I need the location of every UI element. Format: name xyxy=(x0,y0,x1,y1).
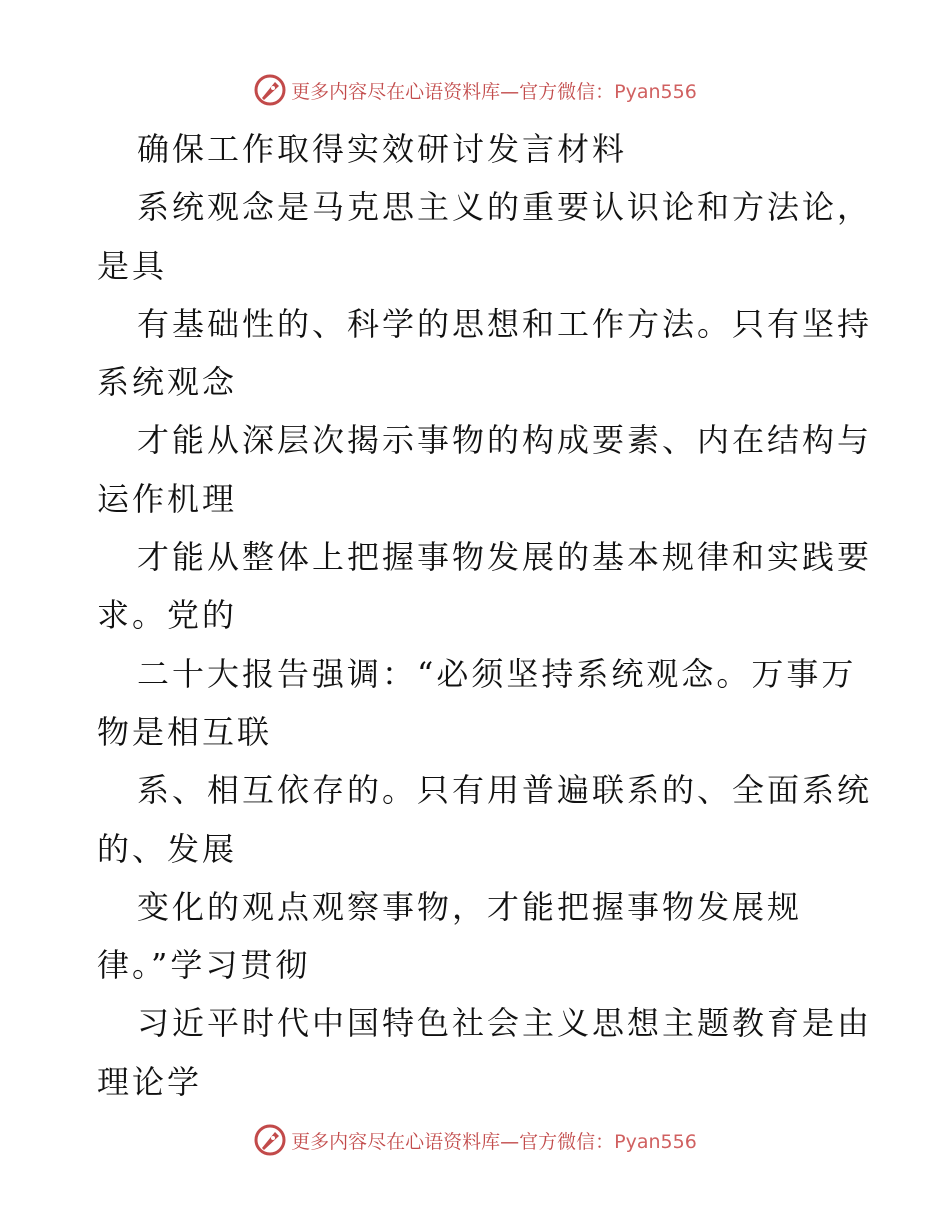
document-body xyxy=(97,120,873,1111)
text-line: 有基础性的、科学的思想和工作方法。只有坚持 xyxy=(137,304,873,343)
text-line: 系、相互依存的。只有用普遍联系的、全面系统 xyxy=(137,771,873,810)
text-line: 才能从整体上把握事物发展的基本规律和实践要 xyxy=(137,538,873,577)
text-line: 运作机理 xyxy=(97,479,238,518)
text-line: 二十大报告强调：“必须坚持系统观念。万事万 xyxy=(137,654,857,693)
watermark-wechat-id: Pyan556 xyxy=(614,1130,697,1153)
text-line: 理论学 xyxy=(97,1062,203,1101)
text-line: 变化的观点观察事物，才能把握事物发展规 xyxy=(137,887,803,926)
header-watermark xyxy=(0,70,950,110)
text-line: 的、发展 xyxy=(97,829,238,868)
watermark-text: 更多内容尽在心语资料库—官方微信：Pyan556 xyxy=(291,1130,697,1153)
text-line: 系统观念是马克思主义的重要认识论和方法论， xyxy=(137,188,873,227)
text-line: 习近平时代中国特色社会主义思想主题教育是由 xyxy=(137,1004,873,1043)
pen-nib-logo-icon xyxy=(253,73,287,107)
text-line: 律。”学习贯彻 xyxy=(97,946,311,985)
text-line: 才能从深层次揭示事物的构成要素、内在结构与 xyxy=(137,421,873,460)
text-line: 物是相互联 xyxy=(97,712,273,751)
pen-nib-logo-icon xyxy=(253,1123,287,1157)
footer-watermark xyxy=(0,1120,950,1160)
document-title: 确保工作取得实效研讨发言材料 xyxy=(137,130,628,168)
text-line: 求。党的 xyxy=(97,596,238,635)
watermark-wechat-id: Pyan556 xyxy=(614,80,697,103)
text-line: 是具 xyxy=(97,246,168,285)
watermark-text: 更多内容尽在心语资料库—官方微信：Pyan556 xyxy=(291,80,697,103)
text-line: 系统观念 xyxy=(97,363,238,402)
